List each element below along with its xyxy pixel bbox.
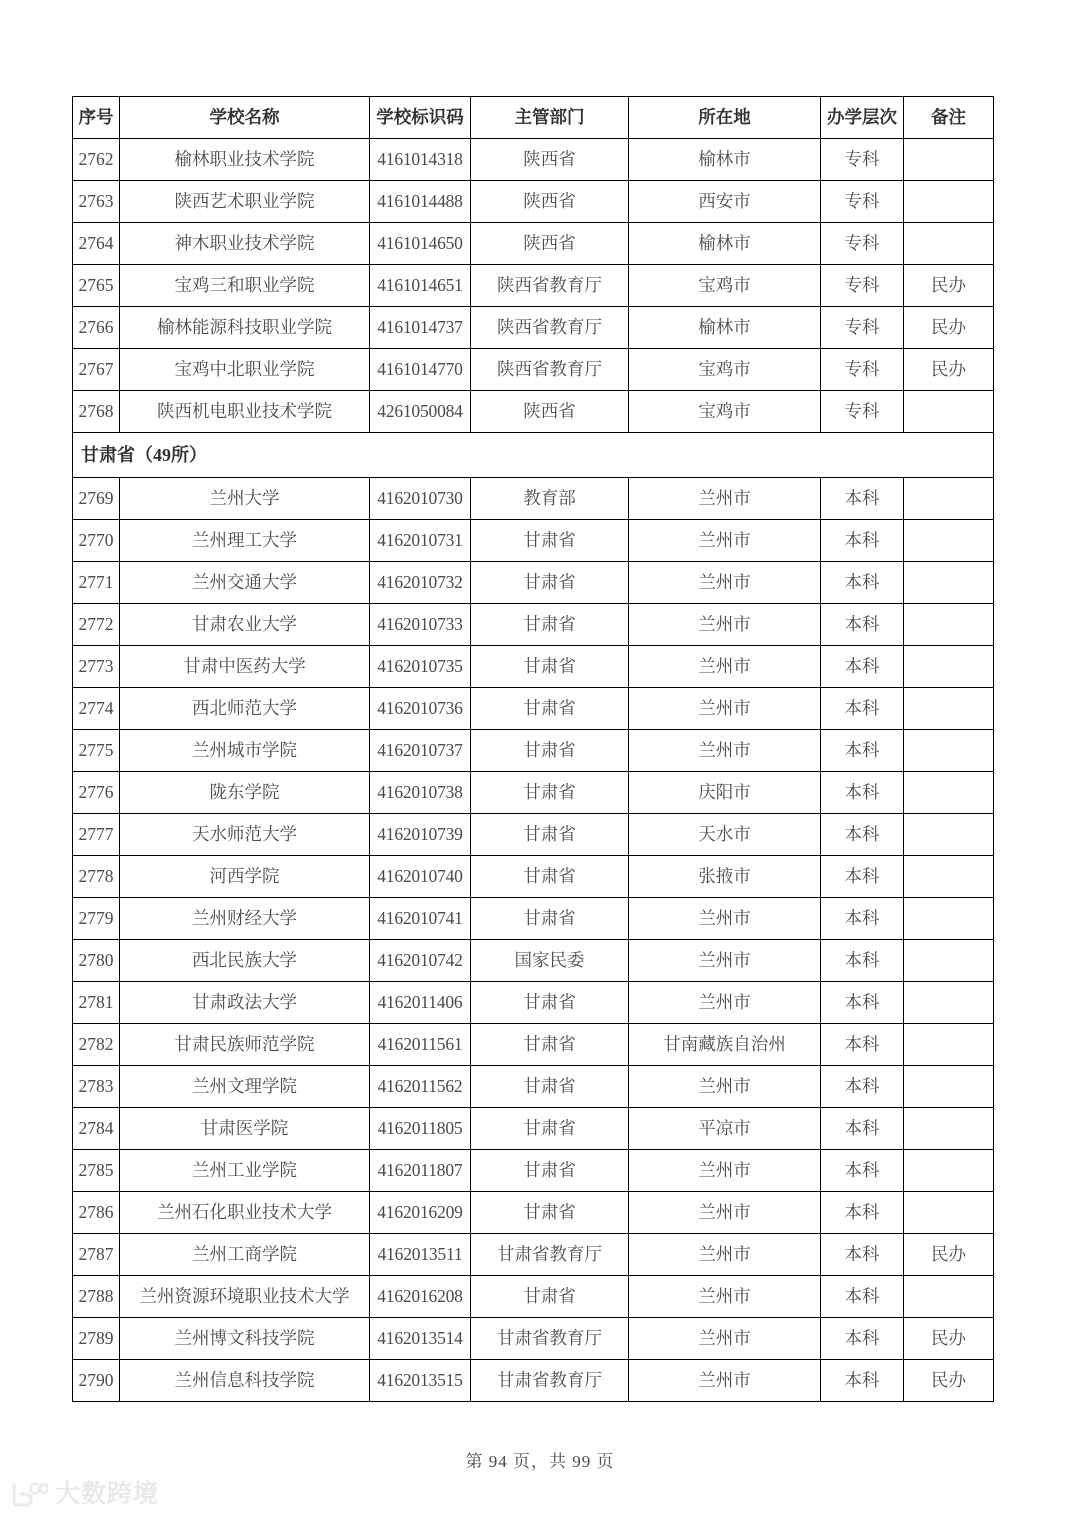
column-header-department: 主管部门 (471, 97, 629, 139)
cell-school-name: 西北师范大学 (120, 688, 370, 730)
cell-department: 教育部 (471, 478, 629, 520)
cell-school-name: 兰州信息科技学院 (120, 1360, 370, 1402)
brand-logo-icon (10, 1481, 48, 1507)
cell-index: 2775 (73, 730, 120, 772)
cell-department: 甘肃省 (471, 814, 629, 856)
cell-school-code: 4161014318 (370, 139, 471, 181)
cell-remark: 民办 (904, 307, 994, 349)
cell-index: 2766 (73, 307, 120, 349)
cell-remark (904, 604, 994, 646)
cell-level: 本科 (821, 730, 904, 772)
cell-location: 平凉市 (629, 1108, 821, 1150)
table-row (73, 1108, 994, 1150)
cell-remark (904, 646, 994, 688)
cell-index: 2779 (73, 898, 120, 940)
cell-location: 兰州市 (629, 1066, 821, 1108)
cell-location: 兰州市 (629, 1360, 821, 1402)
table-row (73, 181, 994, 223)
cell-index: 2772 (73, 604, 120, 646)
column-header-level: 办学层次 (821, 97, 904, 139)
cell-location: 西安市 (629, 181, 821, 223)
cell-department: 甘肃省 (471, 1066, 629, 1108)
column-header-index: 序号 (73, 97, 120, 139)
cell-level: 专科 (821, 391, 904, 433)
cell-department: 甘肃省 (471, 1150, 629, 1192)
cell-school-name: 西北民族大学 (120, 940, 370, 982)
cell-index: 2783 (73, 1066, 120, 1108)
cell-school-name: 甘肃医学院 (120, 1108, 370, 1150)
cell-department: 甘肃省 (471, 562, 629, 604)
cell-department: 陕西省 (471, 391, 629, 433)
table-row (73, 688, 994, 730)
table-header (73, 97, 994, 139)
cell-school-code: 4162010736 (370, 688, 471, 730)
cell-index: 2770 (73, 520, 120, 562)
cell-remark (904, 391, 994, 433)
cell-school-name: 宝鸡中北职业学院 (120, 349, 370, 391)
cell-level: 本科 (821, 814, 904, 856)
table-row (73, 265, 994, 307)
cell-location: 兰州市 (629, 646, 821, 688)
cell-school-name: 神木职业技术学院 (120, 223, 370, 265)
cell-department: 甘肃省 (471, 1192, 629, 1234)
table-row (73, 730, 994, 772)
cell-remark (904, 982, 994, 1024)
table-row (73, 520, 994, 562)
cell-department: 甘肃省 (471, 688, 629, 730)
cell-remark (904, 1150, 994, 1192)
cell-remark (904, 1024, 994, 1066)
school-list-table (72, 96, 994, 1402)
cell-department: 甘肃省 (471, 730, 629, 772)
cell-school-code: 4162010732 (370, 562, 471, 604)
cell-school-code: 4162010733 (370, 604, 471, 646)
cell-location: 天水市 (629, 814, 821, 856)
cell-location: 兰州市 (629, 520, 821, 562)
cell-location: 兰州市 (629, 1318, 821, 1360)
cell-school-name: 兰州石化职业技术大学 (120, 1192, 370, 1234)
table-row (73, 646, 994, 688)
cell-remark (904, 520, 994, 562)
cell-index: 2785 (73, 1150, 120, 1192)
cell-school-name: 兰州理工大学 (120, 520, 370, 562)
table-row (73, 814, 994, 856)
cell-level: 本科 (821, 1276, 904, 1318)
table-row (73, 856, 994, 898)
cell-school-code: 4162013511 (370, 1234, 471, 1276)
cell-school-code: 4162010735 (370, 646, 471, 688)
cell-department: 甘肃省 (471, 520, 629, 562)
cell-index: 2786 (73, 1192, 120, 1234)
cell-school-name: 兰州城市学院 (120, 730, 370, 772)
cell-index: 2776 (73, 772, 120, 814)
table-row (73, 1066, 994, 1108)
cell-school-name: 甘肃民族师范学院 (120, 1024, 370, 1066)
cell-school-code: 4162016209 (370, 1192, 471, 1234)
cell-index: 2773 (73, 646, 120, 688)
cell-location: 兰州市 (629, 1150, 821, 1192)
cell-level: 本科 (821, 1234, 904, 1276)
cell-school-code: 4161014770 (370, 349, 471, 391)
cell-level: 本科 (821, 1192, 904, 1234)
cell-level: 本科 (821, 1360, 904, 1402)
cell-remark (904, 688, 994, 730)
column-header-location: 所在地 (629, 97, 821, 139)
cell-remark: 民办 (904, 1360, 994, 1402)
table-row (73, 478, 994, 520)
table-row (73, 139, 994, 181)
table-row (73, 1276, 994, 1318)
cell-school-name: 甘肃农业大学 (120, 604, 370, 646)
cell-department: 甘肃省 (471, 856, 629, 898)
cell-school-code: 4162013514 (370, 1318, 471, 1360)
cell-index: 2769 (73, 478, 120, 520)
cell-location: 兰州市 (629, 688, 821, 730)
cell-location: 兰州市 (629, 478, 821, 520)
cell-department: 陕西省 (471, 139, 629, 181)
cell-school-code: 4162011562 (370, 1066, 471, 1108)
cell-school-code: 4162010741 (370, 898, 471, 940)
cell-index: 2763 (73, 181, 120, 223)
cell-school-code: 4162013515 (370, 1360, 471, 1402)
cell-remark (904, 223, 994, 265)
cell-school-code: 4162011807 (370, 1150, 471, 1192)
table-row (73, 1360, 994, 1402)
school-list-table-container (72, 96, 993, 1402)
cell-department: 甘肃省 (471, 772, 629, 814)
cell-index: 2774 (73, 688, 120, 730)
cell-level: 本科 (821, 856, 904, 898)
cell-location: 兰州市 (629, 562, 821, 604)
cell-remark (904, 1108, 994, 1150)
cell-location: 兰州市 (629, 1276, 821, 1318)
table-section-header-row (73, 433, 994, 478)
cell-index: 2787 (73, 1234, 120, 1276)
table-row (73, 1150, 994, 1192)
cell-level: 本科 (821, 772, 904, 814)
cell-level: 本科 (821, 940, 904, 982)
cell-level: 本科 (821, 1024, 904, 1066)
cell-location: 兰州市 (629, 898, 821, 940)
cell-school-name: 甘肃中医药大学 (120, 646, 370, 688)
cell-index: 2764 (73, 223, 120, 265)
cell-index: 2788 (73, 1276, 120, 1318)
cell-school-name: 兰州交通大学 (120, 562, 370, 604)
cell-department: 陕西省教育厅 (471, 265, 629, 307)
cell-location: 甘南藏族自治州 (629, 1024, 821, 1066)
cell-remark (904, 730, 994, 772)
cell-index: 2789 (73, 1318, 120, 1360)
table-row (73, 1024, 994, 1066)
cell-level: 本科 (821, 898, 904, 940)
cell-department: 甘肃省教育厅 (471, 1234, 629, 1276)
cell-school-code: 4162011805 (370, 1108, 471, 1150)
cell-department: 甘肃省 (471, 1276, 629, 1318)
cell-location: 榆林市 (629, 307, 821, 349)
column-header-school-code: 学校标识码 (370, 97, 471, 139)
cell-level: 专科 (821, 349, 904, 391)
cell-department: 甘肃省 (471, 604, 629, 646)
cell-level: 专科 (821, 307, 904, 349)
cell-remark (904, 856, 994, 898)
cell-level: 本科 (821, 982, 904, 1024)
cell-school-code: 4162011561 (370, 1024, 471, 1066)
cell-school-code: 4261050084 (370, 391, 471, 433)
cell-location: 兰州市 (629, 730, 821, 772)
cell-remark: 民办 (904, 1234, 994, 1276)
cell-department: 陕西省教育厅 (471, 349, 629, 391)
cell-remark (904, 1066, 994, 1108)
table-row (73, 772, 994, 814)
cell-level: 本科 (821, 604, 904, 646)
table-row (73, 1318, 994, 1360)
cell-remark: 民办 (904, 349, 994, 391)
cell-school-name: 榆林能源科技职业学院 (120, 307, 370, 349)
cell-level: 专科 (821, 181, 904, 223)
cell-level: 本科 (821, 1108, 904, 1150)
cell-location: 庆阳市 (629, 772, 821, 814)
cell-level: 本科 (821, 1318, 904, 1360)
column-header-school-name: 学校名称 (120, 97, 370, 139)
cell-school-name: 陇东学院 (120, 772, 370, 814)
cell-index: 2765 (73, 265, 120, 307)
watermark (10, 1481, 159, 1507)
cell-location: 宝鸡市 (629, 391, 821, 433)
cell-index: 2777 (73, 814, 120, 856)
table-row (73, 982, 994, 1024)
cell-location: 兰州市 (629, 604, 821, 646)
cell-school-name: 甘肃政法大学 (120, 982, 370, 1024)
cell-index: 2778 (73, 856, 120, 898)
cell-department: 甘肃省 (471, 1024, 629, 1066)
cell-index: 2782 (73, 1024, 120, 1066)
cell-index: 2790 (73, 1360, 120, 1402)
cell-school-name: 陕西艺术职业学院 (120, 181, 370, 223)
table-row (73, 307, 994, 349)
cell-department: 陕西省教育厅 (471, 307, 629, 349)
cell-level: 本科 (821, 1150, 904, 1192)
cell-location: 兰州市 (629, 982, 821, 1024)
cell-school-name: 兰州资源环境职业技术大学 (120, 1276, 370, 1318)
cell-department: 陕西省 (471, 181, 629, 223)
cell-school-code: 4161014651 (370, 265, 471, 307)
cell-level: 本科 (821, 520, 904, 562)
cell-location: 兰州市 (629, 940, 821, 982)
cell-index: 2780 (73, 940, 120, 982)
table-row (73, 349, 994, 391)
cell-level: 本科 (821, 688, 904, 730)
cell-remark (904, 478, 994, 520)
cell-index: 2768 (73, 391, 120, 433)
cell-school-code: 4162016208 (370, 1276, 471, 1318)
cell-school-name: 兰州工商学院 (120, 1234, 370, 1276)
cell-department: 陕西省 (471, 223, 629, 265)
cell-department: 国家民委 (471, 940, 629, 982)
cell-school-code: 4162010742 (370, 940, 471, 982)
cell-location: 宝鸡市 (629, 265, 821, 307)
cell-remark: 民办 (904, 265, 994, 307)
cell-location: 张掖市 (629, 856, 821, 898)
cell-index: 2784 (73, 1108, 120, 1150)
cell-remark (904, 772, 994, 814)
cell-remark (904, 898, 994, 940)
table-row (73, 898, 994, 940)
cell-department: 甘肃省 (471, 1108, 629, 1150)
cell-level: 专科 (821, 265, 904, 307)
cell-school-code: 4162010739 (370, 814, 471, 856)
table-row (73, 1192, 994, 1234)
cell-school-name: 陕西机电职业技术学院 (120, 391, 370, 433)
cell-remark (904, 1192, 994, 1234)
cell-department: 甘肃省 (471, 898, 629, 940)
cell-location: 兰州市 (629, 1192, 821, 1234)
cell-school-code: 4161014488 (370, 181, 471, 223)
cell-school-name: 兰州大学 (120, 478, 370, 520)
cell-location: 榆林市 (629, 223, 821, 265)
cell-remark (904, 1276, 994, 1318)
cell-school-name: 榆林职业技术学院 (120, 139, 370, 181)
cell-department: 甘肃省教育厅 (471, 1318, 629, 1360)
cell-school-name: 兰州文理学院 (120, 1066, 370, 1108)
table-header-row (73, 97, 994, 139)
table-row (73, 1234, 994, 1276)
cell-school-code: 4162010740 (370, 856, 471, 898)
watermark-text: 大数跨境 (55, 1479, 160, 1508)
cell-level: 本科 (821, 646, 904, 688)
cell-school-name: 兰州财经大学 (120, 898, 370, 940)
page-footer: 第 94 页，共 99 页 (465, 1452, 615, 1471)
cell-department: 甘肃省教育厅 (471, 1360, 629, 1402)
cell-school-code: 4162011406 (370, 982, 471, 1024)
table-body (73, 139, 994, 1402)
cell-remark: 民办 (904, 1318, 994, 1360)
cell-school-name: 河西学院 (120, 856, 370, 898)
cell-remark (904, 562, 994, 604)
cell-location: 榆林市 (629, 139, 821, 181)
cell-school-name: 兰州博文科技学院 (120, 1318, 370, 1360)
cell-level: 本科 (821, 478, 904, 520)
cell-school-name: 宝鸡三和职业学院 (120, 265, 370, 307)
table-row (73, 604, 994, 646)
cell-remark (904, 181, 994, 223)
cell-school-name: 天水师范大学 (120, 814, 370, 856)
cell-location: 宝鸡市 (629, 349, 821, 391)
table-row (73, 562, 994, 604)
column-header-remark: 备注 (904, 97, 994, 139)
cell-remark (904, 940, 994, 982)
table-row (73, 940, 994, 982)
table-row (73, 223, 994, 265)
cell-index: 2767 (73, 349, 120, 391)
cell-level: 本科 (821, 562, 904, 604)
cell-index: 2781 (73, 982, 120, 1024)
cell-school-name: 兰州工业学院 (120, 1150, 370, 1192)
cell-level: 本科 (821, 1066, 904, 1108)
section-header-label: 甘肃省（49所） (73, 433, 994, 478)
cell-index: 2771 (73, 562, 120, 604)
cell-level: 专科 (821, 139, 904, 181)
cell-school-code: 4161014737 (370, 307, 471, 349)
cell-school-code: 4161014650 (370, 223, 471, 265)
cell-department: 甘肃省 (471, 646, 629, 688)
cell-index: 2762 (73, 139, 120, 181)
cell-department: 甘肃省 (471, 982, 629, 1024)
table-row (73, 391, 994, 433)
cell-school-code: 4162010730 (370, 478, 471, 520)
cell-remark (904, 814, 994, 856)
cell-level: 专科 (821, 223, 904, 265)
cell-school-code: 4162010731 (370, 520, 471, 562)
cell-location: 兰州市 (629, 1234, 821, 1276)
cell-school-code: 4162010737 (370, 730, 471, 772)
cell-remark (904, 139, 994, 181)
cell-school-code: 4162010738 (370, 772, 471, 814)
